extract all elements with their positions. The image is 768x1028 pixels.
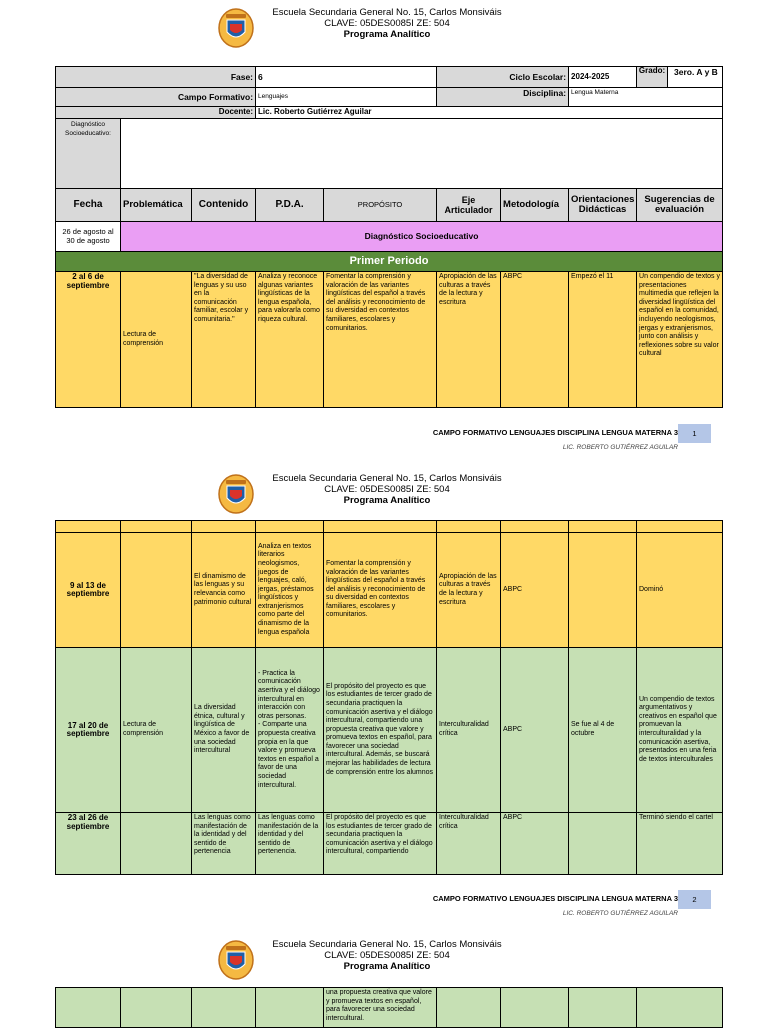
footer-title: CAMPO FORMATIVO LENGUAJES DISCIPLINA LENGUA MATERNA 3 <box>432 894 678 903</box>
row-orientaciones <box>569 813 637 875</box>
campo-label: Campo Formativo: <box>56 88 256 107</box>
fase-label: Fase: <box>56 67 256 88</box>
diagnostico-value <box>121 119 723 189</box>
row-contenido: El dinamismo de las lenguas y su relevancia como patrimonio cultural <box>192 533 256 648</box>
footer-signature: LIC. ROBERTO GUTIÉRREZ AGUILAR <box>562 444 678 451</box>
disciplina-value: Lengua Materna <box>569 88 723 107</box>
row-date: 23 al 26 de septiembre <box>56 813 121 875</box>
school-clave: CLAVE: 05DES0085I ZE: 504 <box>324 18 450 29</box>
page-header <box>0 0 768 60</box>
content-table-continued <box>55 987 723 1028</box>
row-contenido: "La diversidad de lenguas y su uso en la comunicación familiar, escolar y comunitaria." <box>192 272 256 408</box>
row-proposito: una propuesta creativa que valore y promueva textos en español, para favorecer una sociedad intercultural. <box>324 988 437 1028</box>
row-contenido: La diversidad étnica, cultural y lingüística de México a favor de una sociedad intercultural <box>192 648 256 813</box>
program-title: Programa Analítico <box>343 29 431 40</box>
row-proposito: El propósito del proyecto es que los estudiantes de tercer grado de secundaria practiquen la comunicación asertiva y el diálogo intercultural, compartiendo <box>324 813 437 875</box>
grado-value: 3ero. A y B <box>674 67 718 77</box>
col-proposito: PROPÓSITO <box>324 189 437 222</box>
row-eje: Interculturalidad crítica <box>437 813 501 875</box>
row-pda: Analiza en textos literarios neologismos, juegos de lenguajes, caló, jergas, préstamos lingüísticos y extranjerismos como parte del dinamismo de la lengua española <box>256 533 324 648</box>
disciplina-label: Disciplina: <box>437 88 569 107</box>
school-clave: CLAVE: 05DES0085I ZE: 504 <box>324 950 450 961</box>
row-problematica <box>121 813 192 875</box>
row-pda: Analiza y reconoce algunas variantes lingüísticas de la lengua española, para valorarla como riqueza cultural. <box>256 272 324 408</box>
grado-label: Grado: <box>637 67 668 87</box>
row-problematica: Lectura de comprensión <box>121 648 192 813</box>
row-orientaciones: Empezó el 11 <box>569 272 637 408</box>
row-sugerencias: Un compendio de textos argumentativos y creativos en español que promuevan la interculturalidad y la comunicación asertiva, presentados en una feria de textos interculturales <box>637 648 723 813</box>
ciclo-label: Ciclo Escolar: <box>437 67 569 88</box>
row-eje: Apropiación de las culturas a través de la lectura y escritura <box>437 533 501 648</box>
table-row <box>56 648 723 813</box>
table-row <box>56 533 723 648</box>
col-eje: Eje Articulador <box>437 189 501 222</box>
diagnostico-label: Diagnóstico Socioeducativo: <box>56 119 121 189</box>
period-band: Primer Periodo <box>56 252 723 272</box>
row-date: 9 al 13 de septiembre <box>56 533 121 648</box>
fase-value: 6 <box>256 67 437 88</box>
content-table <box>55 520 723 875</box>
col-pda: P.D.A. <box>256 189 324 222</box>
page-footer <box>0 424 768 464</box>
ciclo-value: 2024-2025 <box>569 67 637 88</box>
table-row <box>56 813 723 875</box>
program-title: Programa Analítico <box>343 495 431 506</box>
footer-title: CAMPO FORMATIVO LENGUAJES DISCIPLINA LENGUA MATERNA 3 <box>432 428 678 437</box>
row-date: 2 al 6 de septiembre <box>56 272 121 408</box>
docente-value: Lic. Roberto Gutiérrez Aguilar <box>256 107 723 119</box>
col-fecha: Fecha <box>56 189 121 222</box>
row-eje: Interculturalidad crítica <box>437 648 501 813</box>
row-eje: Apropiación de las culturas a través de la lectura y escritura <box>437 272 501 408</box>
page-number: 2 <box>678 890 711 909</box>
row-orientaciones: Se fue al 4 de octubre <box>569 648 637 813</box>
col-sugerencias: Sugerencias de evaluación <box>637 189 723 222</box>
info-table <box>55 66 723 408</box>
table-row <box>56 988 723 1028</box>
row-proposito: El propósito del proyecto es que los estudiantes de tercer grado de secundaria practiquen la comunicación asertiva y el diálogo intercultural, compartiendo una propuesta creativa que valore y promueva textos en español, para favorecer una sociedad intercultural. Además, se buscará mejorar las habilidades de lectura de comprensión entre los alumnos <box>324 648 437 813</box>
row-pda: - Practica la comunicación asertiva y el diálogo intercultural en interacción con otras personas. - Comparte una propuesta creativa propia en la que valore y promueva textos en español a favor de una sociedad intercultural. <box>256 648 324 813</box>
school-logo-icon <box>218 8 254 48</box>
campo-value: Lenguajes <box>256 88 437 107</box>
row-date: 17 al 20 de septiembre <box>56 648 121 813</box>
col-metodologia: Metodología <box>501 189 569 222</box>
col-contenido: Contenido <box>192 189 256 222</box>
school-name: Escuela Secundaria General No. 15, Carlos Monsiváis <box>272 473 502 484</box>
row-sugerencias: Terminó siendo el cartel <box>637 813 723 875</box>
page-number: 1 <box>678 424 711 443</box>
docente-label: Docente: <box>56 107 256 119</box>
row-metodologia: ABPC <box>501 272 569 408</box>
school-logo-icon <box>218 940 254 980</box>
row-pda: Las lenguas como manifestación de la identidad y del sentido de pertenencia. <box>256 813 324 875</box>
row-metodologia: ABPC <box>501 648 569 813</box>
row-metodologia: ABPC <box>501 813 569 875</box>
row-problematica <box>121 533 192 648</box>
row-orientaciones <box>569 533 637 648</box>
col-problematica: Problemática <box>121 189 192 222</box>
table-row <box>56 521 723 533</box>
row-metodologia: ABPC <box>501 533 569 648</box>
page-header <box>0 466 768 526</box>
page-footer <box>0 890 768 930</box>
row-contenido: Las lenguas como manifestación de la identidad y del sentido de pertenencia <box>192 813 256 875</box>
school-logo-icon <box>218 474 254 514</box>
diag-date: 26 de agosto al 30 de agosto <box>56 222 121 252</box>
row-proposito: Fomentar la comprensión y valoración de las variantes lingüísticas del español a través del análisis y reconocimiento de su diversidad en contextos familiares, escolares y comunitarios. <box>324 533 437 648</box>
row-proposito: Fomentar la comprensión y valoración de las variantes lingüísticas del español a través del análisis y reconocimiento de su diversidad en contextos familiares, escolares y comunitarios. <box>324 272 437 408</box>
row-problematica: Lectura de comprensión <box>121 272 192 408</box>
row-sugerencias: Dominó <box>637 533 723 648</box>
school-clave: CLAVE: 05DES0085I ZE: 504 <box>324 484 450 495</box>
school-name: Escuela Secundaria General No. 15, Carlos Monsiváis <box>272 939 502 950</box>
footer-signature: LIC. ROBERTO GUTIÉRREZ AGUILAR <box>562 910 678 917</box>
page-header <box>0 932 768 992</box>
col-orientaciones: Orientaciones Didácticas <box>569 189 637 222</box>
school-name: Escuela Secundaria General No. 15, Carlos Monsiváis <box>272 7 502 18</box>
row-sugerencias: Un compendio de textos y presentaciones multimedia que reflejen la diversidad lingüística del español en la comunidad, incluyendo neologismos, jergas y extranjerismos, junto con análisis y reflexiones sobre su valor cultural <box>637 272 723 408</box>
table-row <box>56 272 723 408</box>
diag-row-title: Diagnóstico Socioeducativo <box>121 222 723 252</box>
program-title: Programa Analítico <box>343 961 431 972</box>
grado-cell <box>637 67 723 88</box>
